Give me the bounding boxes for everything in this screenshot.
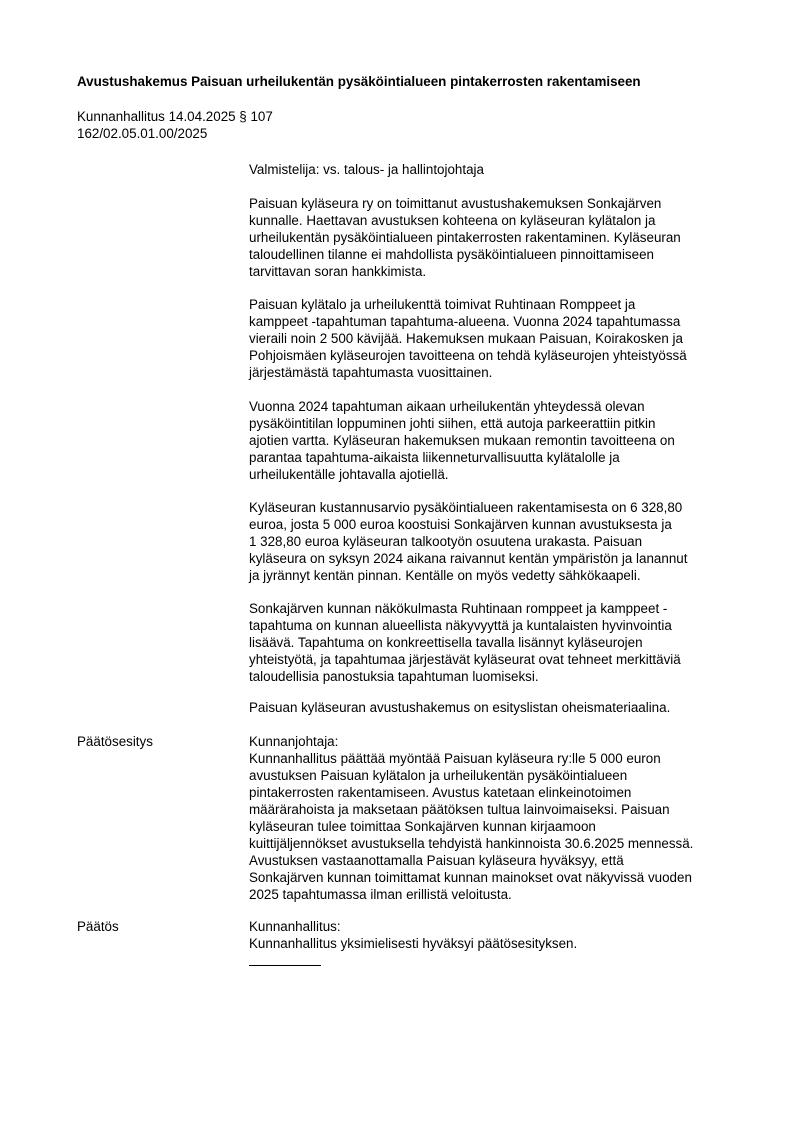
paragraph-line: Sonkajärven kunnan näkökulmasta Ruhtinaan romppeet ja kamppeet - bbox=[249, 601, 668, 616]
paragraph-line: ajotien vartta. Kyläseuran hakemuksen mukaan remontin tavoitteena on bbox=[249, 433, 675, 448]
proposal-text bbox=[249, 733, 754, 903]
proposal-line: määrärahoista ja maksetaan päätöksen tultua lainvoimaiseksi. Paisuan bbox=[249, 802, 670, 817]
document-title: Avustushakemus Paisuan urheilukentän pysäköintialueen pintakerrosten rakentamiseen bbox=[77, 74, 641, 89]
paragraph-line: Paisuan kylätalo ja urheilukenttä toimivat Ruhtinaan Romppeet ja bbox=[249, 297, 636, 312]
paragraph-line: Pohjoismäen kyläseurojen tavoitteena on tehdä kyläseurojen yhteistyössä bbox=[249, 348, 687, 363]
paragraph-line: vieraili noin 2 500 kävijää. Hakemuksen mukaan Paisuan, Koirakosken ja bbox=[249, 331, 683, 346]
paragraph-6 bbox=[249, 699, 754, 716]
paragraph-line: tarvittavan soran hankkimista. bbox=[249, 264, 427, 279]
paragraph-line: lisäävä. Tapahtuma on konkreettisella tavalla lisännyt kyläseurojen bbox=[249, 635, 643, 650]
paragraph-line: Kyläseuran kustannusarvio pysäköintialueen rakentamisesta on 6 328,80 bbox=[249, 500, 683, 515]
paragraph-line: parantaa tapahtuma-aikaista liikenneturvallisuutta kylätalolle ja bbox=[249, 450, 620, 465]
closing-rule bbox=[249, 965, 321, 966]
paragraph-1 bbox=[249, 195, 754, 280]
proposal-label: Päätösesitys bbox=[77, 734, 153, 749]
paragraph-2 bbox=[249, 296, 754, 381]
paragraph-5 bbox=[249, 600, 754, 685]
paragraph-line: urheilukentälle johtavalla ajotiellä. bbox=[249, 467, 449, 482]
paragraph-line: taloudellisia panostuksia tapahtuman luomiseksi. bbox=[249, 669, 539, 684]
diary-number: 162/02.05.01.00/2025 bbox=[77, 125, 208, 141]
preparer-line: Valmistelija: vs. talous- ja hallintojohtaja bbox=[249, 162, 484, 177]
meeting-line: Kunnanhallitus 14.04.2025 § 107 bbox=[77, 109, 273, 124]
meeting-meta bbox=[77, 109, 273, 142]
decision-line: Kunnanhallitus yksimielisesti hyväksyi päätösesityksen. bbox=[249, 936, 578, 951]
paragraph-line: ja jyrännyt kentän pinnan. Kentälle on myös vedetty sähkökaapeli. bbox=[249, 568, 641, 583]
paragraph-4 bbox=[249, 499, 754, 584]
paragraph-line: yhteistyötä, ja tapahtumaa järjestävät kyläseurat ovat tehneet merkittäviä bbox=[249, 652, 681, 667]
paragraph-line: taloudellinen tilanne ei mahdollista pysäköintialueen pinnoittamiseen bbox=[249, 247, 654, 262]
proposal-line: Kunnanhallitus päättää myöntää Paisuan kyläseura ry:lle 5 000 euron bbox=[249, 751, 661, 766]
paragraph-line: urheilukentän pysäköintialueen pintakerrosten rakentaminen. Kyläseuran bbox=[249, 230, 681, 245]
paragraph-line: Paisuan kyläseuran avustushakemus on esityslistan oheismateriaalina. bbox=[249, 700, 671, 715]
paragraph-line: Vuonna 2024 tapahtuman aikaan urheilukentän yhteydessä olevan bbox=[249, 399, 645, 414]
proposal-line: avustuksen Paisuan kylätalon ja urheilukentän pysäköintialueen bbox=[249, 768, 628, 783]
proposal-line: 2025 tapahtumassa ilman erillistä veloitusta. bbox=[249, 887, 512, 902]
paragraph-line: kunnalle. Haettavan avustuksen kohteena on kyläseuran kylätalon ja bbox=[249, 213, 656, 228]
paragraph-line: euroa, josta 5 000 euroa koostuisi Sonkajärven kunnan avustuksesta ja bbox=[249, 517, 672, 532]
decision-text bbox=[249, 918, 754, 952]
paragraph-line: tapahtuma on kunnan alueellista näkyvyyttä ja kuntalaisten hyvinvointia bbox=[249, 618, 672, 633]
paragraph-3 bbox=[249, 398, 754, 483]
proposal-line: Avustuksen vastaanottamalla Paisuan kyläseura hyväksyy, että bbox=[249, 853, 624, 868]
paragraph-line: järjestämästä tapahtumasta vuosittainen. bbox=[249, 365, 493, 380]
proposal-line: Sonkajärven kunnan toimittamat kunnan mainokset ovat näkyvissä vuoden bbox=[249, 870, 692, 885]
proposal-line: kuittijäljennökset avustuksella tehdyistä hankinnoista 30.6.2025 mennessä. bbox=[249, 836, 694, 851]
paragraph-line: pysäköintitilan loppuminen johti siihen, että autoja parkeerattiin pitkin bbox=[249, 416, 656, 431]
proposal-line: pintakerrosten rakentamiseen. Avustus katetaan elinkeinotoimen bbox=[249, 785, 632, 800]
paragraph-line: kamppeet -tapahtuman tapahtuma-alueena. Vuonna 2024 tapahtumassa bbox=[249, 314, 681, 329]
decision-label: Päätös bbox=[77, 919, 119, 934]
paragraph-line: 1 328,80 euroa kyläseuran talkootyön osuutena urakasta. Paisuan bbox=[249, 534, 643, 549]
paragraph-line: Paisuan kyläseura ry on toimittanut avustushakemuksen Sonkajärven bbox=[249, 196, 662, 211]
decision-line: Kunnanhallitus: bbox=[249, 919, 341, 934]
proposal-line: Kunnanjohtaja: bbox=[249, 734, 339, 749]
proposal-line: kyläseuran tulee toimittaa Sonkajärven kunnan kirjaamoon bbox=[249, 819, 596, 834]
paragraph-line: kyläseura on syksyn 2024 aikana raivannut kentän ympäristön ja lanannut bbox=[249, 551, 688, 566]
